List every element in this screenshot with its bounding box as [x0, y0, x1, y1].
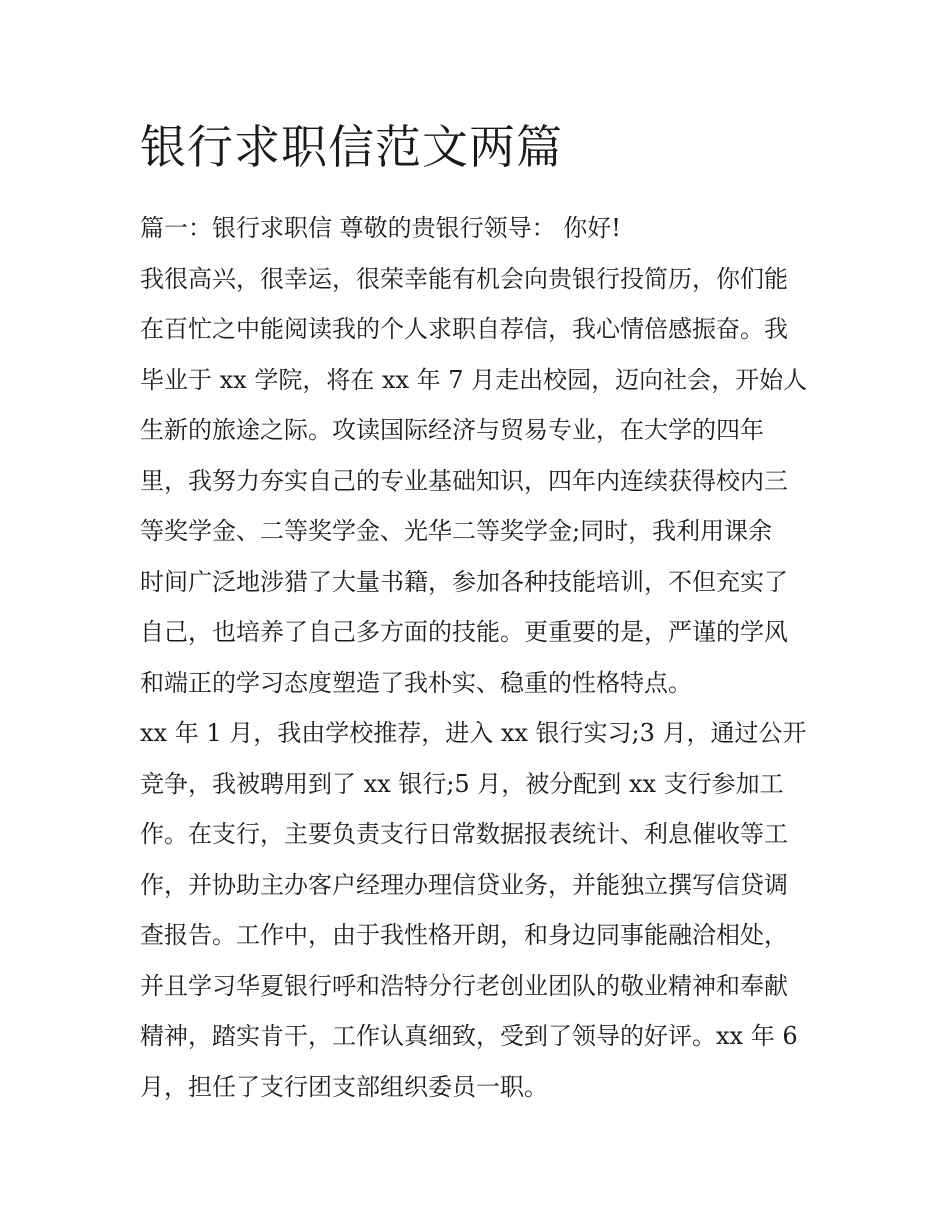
text-line: 作。在支行，主要负责支行日常数据报表统计、利息催收等工 — [140, 820, 788, 848]
text-line: 在百忙之中能阅读我的个人求职自荐信，我心情倍感振奋。我 — [140, 315, 788, 343]
text-line: 月，担任了支行团支部组织委员一职。 — [140, 1072, 548, 1101]
text-line: 毕业于 xx 学院，将在 xx 年 7 月走出校园，迈向社会，开始人 — [140, 365, 808, 394]
text-line: 作，并协助主办客户经理办理信贷业务，并能独立撰写信贷调 — [140, 870, 788, 899]
letter-body — [140, 203, 814, 1112]
text-line: 查报告。工作中，由于我性格开朗，和身边同事能融洽相处， — [140, 921, 788, 949]
text-line: 我很高兴，很幸运，很荣幸能有机会向贵银行投简历，你们能 — [140, 264, 788, 293]
text-line: 里，我努力夯实自己的专业基础知识，四年内连续获得校内三 — [140, 466, 788, 495]
text-line: 时间广泛地涉猎了大量书籍，参加各种技能培训，不但充实了 — [140, 567, 788, 596]
text-line: 并且学习华夏银行呼和浩特分行老创业团队的敬业精神和奉献 — [140, 971, 788, 1000]
text-line: xx 年 1 月，我由学校推荐，进入 xx 银行实习;3 月，通过公开 — [140, 719, 807, 747]
page-title: 银行求职信范文两篇 — [140, 120, 563, 174]
text-line: 和端正的学习态度塑造了我朴实、稳重的性格特点。 — [140, 668, 692, 697]
text-line: 自己，也培养了自己多方面的技能。更重要的是，严谨的学风 — [140, 618, 788, 646]
text-line: 精神，踏实肯干，工作认真细致，受到了领导的好评。xx 年 6 — [140, 1022, 798, 1050]
text-line: 篇一：银行求职信 尊敬的贵银行领导： 你好! — [140, 214, 621, 242]
text-line: 等奖学金、二等奖学金、光华二等奖学金;同时，我利用课余 — [140, 517, 773, 545]
text-line: 竞争，我被聘用到了 xx 银行;5 月，被分配到 xx 支行参加工 — [140, 769, 784, 798]
text-line: 生新的旅途之际。攻读国际经济与贸易专业，在大学的四年 — [140, 416, 764, 444]
